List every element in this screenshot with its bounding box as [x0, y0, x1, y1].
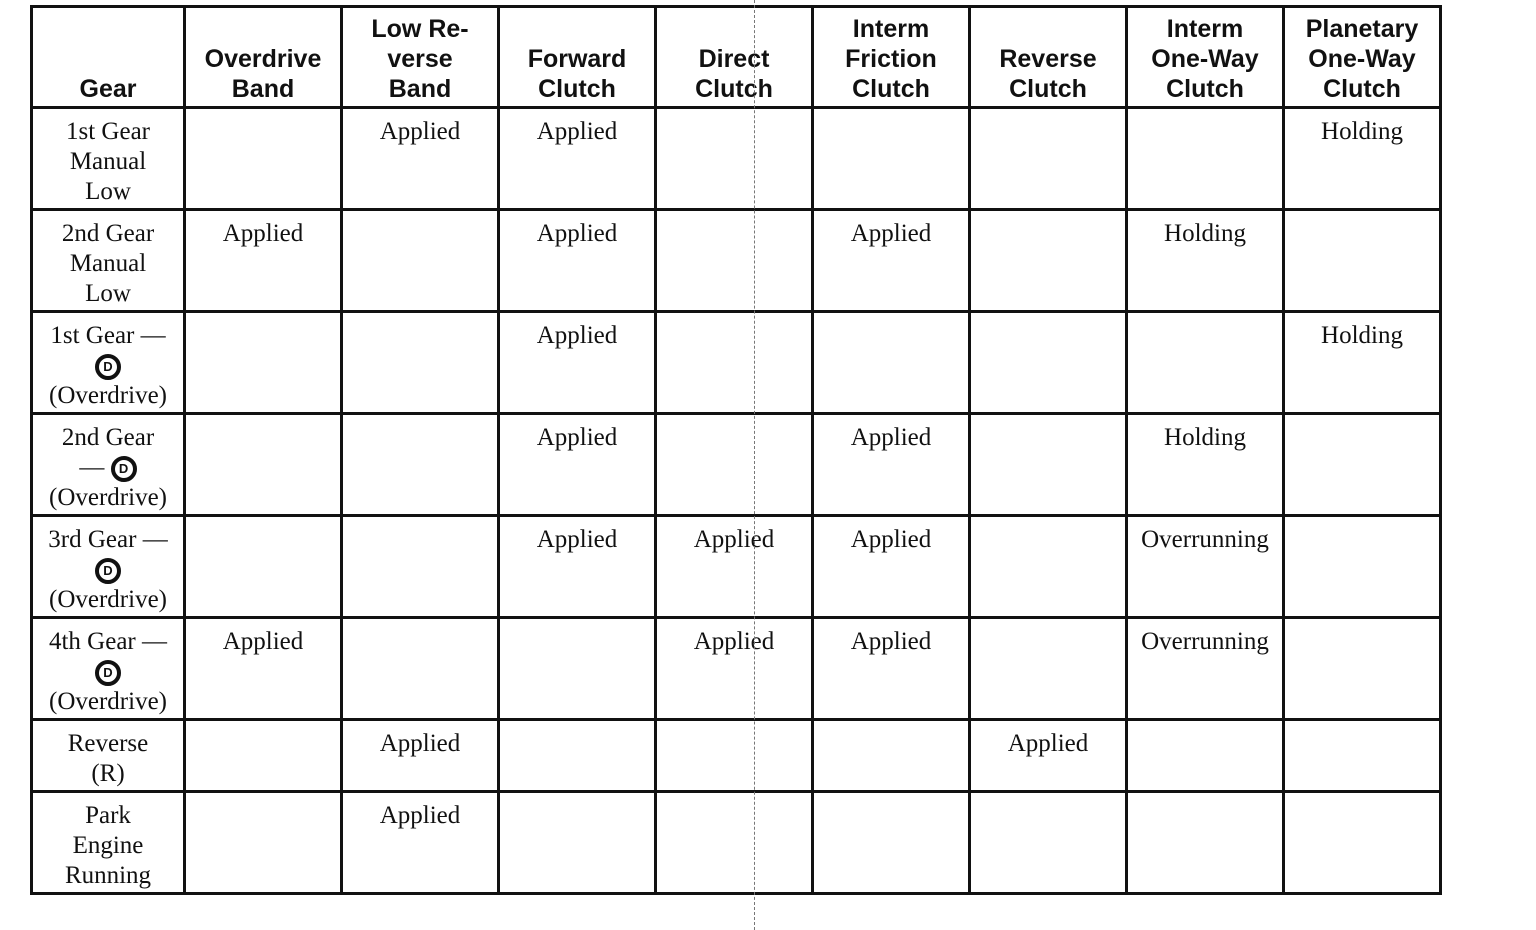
status-cell-planetary-one-way-clutch — [1284, 618, 1441, 720]
status-cell-forward-clutch: Applied — [499, 414, 656, 516]
status-cell-forward-clutch: Applied — [499, 516, 656, 618]
status-cell-forward-clutch: Applied — [499, 210, 656, 312]
status-cell-reverse-clutch — [970, 414, 1127, 516]
gear-label-text: 2nd Gear — [61, 220, 155, 247]
column-header-line: Clutch — [538, 75, 616, 103]
column-header-interm-one-way-clutch — [1127, 7, 1284, 108]
status-cell-low-reverse-band — [342, 516, 499, 618]
status-cell-interm-friction-clutch: Applied — [813, 210, 970, 312]
gear-label-text: 3rd Gear — — [48, 526, 168, 553]
gear-label-line — [33, 177, 183, 207]
gear-label-text: 2nd Gear — [61, 424, 155, 451]
status-cell-low-reverse-band: Applied — [342, 720, 499, 792]
column-header-line: Band — [231, 75, 295, 103]
status-cell-reverse-clutch — [970, 210, 1127, 312]
gear-label-text: — — [79, 454, 111, 481]
column-header-line: Planetary — [1305, 15, 1419, 43]
status-cell-low-reverse-band — [342, 312, 499, 414]
gear-cell — [32, 312, 185, 414]
status-cell-overdrive-band — [185, 108, 342, 210]
status-cell-direct-clutch — [656, 720, 813, 792]
status-cell-forward-clutch — [499, 618, 656, 720]
status-cell-direct-clutch — [656, 210, 813, 312]
table-row — [32, 720, 1441, 792]
status-cell-reverse-clutch — [970, 792, 1127, 894]
gear-label-text: Park — [85, 802, 131, 829]
gear-cell — [32, 414, 185, 516]
gear-cell — [32, 618, 185, 720]
status-cell-interm-one-way-clutch: Overrunning — [1127, 618, 1284, 720]
gear-label-text: (Overdrive) — [49, 586, 167, 613]
status-cell-direct-clutch — [656, 312, 813, 414]
gear-label-line — [33, 525, 183, 555]
column-header-line: Reverse — [999, 45, 1097, 73]
gear-cell — [32, 210, 185, 312]
status-cell-direct-clutch — [656, 792, 813, 894]
status-cell-interm-one-way-clutch — [1127, 720, 1284, 792]
status-cell-planetary-one-way-clutch — [1284, 210, 1441, 312]
gear-label-line — [33, 219, 183, 249]
status-cell-planetary-one-way-clutch — [1284, 720, 1441, 792]
gear-label-text: Reverse — [67, 730, 149, 757]
status-cell-forward-clutch — [499, 792, 656, 894]
status-cell-overdrive-band — [185, 720, 342, 792]
column-header-reverse-clutch — [970, 7, 1127, 108]
column-header-line: Clutch — [1323, 75, 1401, 103]
status-cell-overdrive-band: Applied — [185, 618, 342, 720]
status-cell-planetary-one-way-clutch: Holding — [1284, 108, 1441, 210]
column-header-forward-clutch — [499, 7, 656, 108]
gear-label-line — [33, 555, 183, 585]
status-cell-interm-one-way-clutch — [1127, 108, 1284, 210]
status-cell-direct-clutch: Applied — [656, 516, 813, 618]
status-cell-forward-clutch — [499, 720, 656, 792]
gear-label-line — [33, 147, 183, 177]
status-cell-interm-one-way-clutch: Overrunning — [1127, 516, 1284, 618]
gear-label-line — [33, 381, 183, 411]
column-header-line: Clutch — [1009, 75, 1087, 103]
status-cell-planetary-one-way-clutch — [1284, 414, 1441, 516]
status-cell-interm-friction-clutch — [813, 312, 970, 414]
status-cell-forward-clutch: Applied — [499, 108, 656, 210]
gear-label-text: Manual — [69, 250, 147, 277]
gear-label-line — [33, 687, 183, 717]
column-header-line: verse — [387, 45, 453, 73]
status-cell-interm-one-way-clutch: Holding — [1127, 210, 1284, 312]
table-row — [32, 108, 1441, 210]
status-cell-interm-one-way-clutch — [1127, 792, 1284, 894]
column-header-line: Clutch — [695, 75, 773, 103]
column-header-gear — [32, 7, 185, 108]
status-cell-reverse-clutch — [970, 108, 1127, 210]
gear-label-line — [33, 831, 183, 861]
column-header-line: Clutch — [1166, 75, 1244, 103]
status-cell-interm-friction-clutch — [813, 792, 970, 894]
gear-label-line — [33, 423, 183, 453]
gear-cell — [32, 108, 185, 210]
status-cell-planetary-one-way-clutch — [1284, 516, 1441, 618]
status-cell-reverse-clutch — [970, 516, 1127, 618]
status-cell-low-reverse-band — [342, 414, 499, 516]
status-cell-direct-clutch: Applied — [656, 618, 813, 720]
gear-label-text: Engine — [72, 832, 144, 859]
clutch-band-apply-chart — [30, 5, 1442, 895]
column-header-line: Interm — [852, 15, 930, 43]
column-header-line: One-Way — [1308, 45, 1416, 73]
gear-label-text: (Overdrive) — [49, 688, 167, 715]
column-header-line: Friction — [845, 45, 937, 73]
drive-circle-icon: D — [95, 354, 121, 380]
gear-label-line — [33, 627, 183, 657]
gear-label-line — [33, 279, 183, 309]
column-header-line: Gear — [79, 75, 137, 103]
column-header-line: Direct — [698, 45, 770, 73]
gear-label-line — [33, 321, 183, 351]
gear-label-line — [33, 117, 183, 147]
gear-label-text: 1st Gear — — [50, 322, 166, 349]
table-row — [32, 210, 1441, 312]
status-cell-overdrive-band: Applied — [185, 210, 342, 312]
status-cell-planetary-one-way-clutch — [1284, 792, 1441, 894]
status-cell-low-reverse-band — [342, 618, 499, 720]
gear-label-line — [33, 249, 183, 279]
gear-label-text: Manual — [69, 148, 147, 175]
gear-label-line — [33, 453, 183, 483]
status-cell-overdrive-band — [185, 792, 342, 894]
table-body — [32, 108, 1441, 894]
gear-label-line — [33, 351, 183, 381]
status-cell-overdrive-band — [185, 414, 342, 516]
status-cell-overdrive-band — [185, 516, 342, 618]
table-row — [32, 312, 1441, 414]
gear-label-text: (Overdrive) — [49, 484, 167, 511]
gear-cell — [32, 516, 185, 618]
column-header-line: Overdrive — [204, 45, 322, 73]
status-cell-interm-one-way-clutch: Holding — [1127, 414, 1284, 516]
column-header-line: One-Way — [1151, 45, 1259, 73]
column-header-line: Interm — [1166, 15, 1244, 43]
status-cell-overdrive-band — [185, 312, 342, 414]
status-cell-interm-one-way-clutch — [1127, 312, 1284, 414]
drive-circle-icon: D — [111, 456, 137, 482]
table-row — [32, 516, 1441, 618]
status-cell-low-reverse-band: Applied — [342, 108, 499, 210]
column-header-planetary-one-way-clutch — [1284, 7, 1441, 108]
gear-label-text: Low — [85, 178, 131, 205]
column-header-line: Forward — [527, 45, 627, 73]
status-cell-forward-clutch: Applied — [499, 312, 656, 414]
gear-label-text: 4th Gear — — [48, 628, 168, 655]
column-header-direct-clutch — [656, 7, 813, 108]
column-header-line: Clutch — [852, 75, 930, 103]
gear-label-text: 1st Gear — [66, 118, 150, 145]
scan-fold-line — [754, 0, 755, 930]
gear-cell — [32, 792, 185, 894]
gear-label-text: Running — [64, 862, 152, 889]
status-cell-interm-friction-clutch: Applied — [813, 618, 970, 720]
column-header-line: Low Re- — [371, 15, 469, 43]
status-cell-direct-clutch — [656, 414, 813, 516]
status-cell-interm-friction-clutch — [813, 720, 970, 792]
status-cell-direct-clutch — [656, 108, 813, 210]
column-header-line: Band — [388, 75, 452, 103]
status-cell-low-reverse-band: Applied — [342, 792, 499, 894]
status-cell-planetary-one-way-clutch: Holding — [1284, 312, 1441, 414]
table-row — [32, 618, 1441, 720]
drive-circle-icon: D — [95, 660, 121, 686]
gear-label-line — [33, 801, 183, 831]
gear-label-line — [33, 759, 183, 789]
gear-label-text: (Overdrive) — [49, 382, 167, 409]
gear-label-line — [33, 729, 183, 759]
table-row — [32, 792, 1441, 894]
table-row — [32, 414, 1441, 516]
column-header-low-reverse-band — [342, 7, 499, 108]
status-cell-low-reverse-band — [342, 210, 499, 312]
gear-label-line — [33, 585, 183, 615]
status-cell-reverse-clutch — [970, 312, 1127, 414]
status-cell-interm-friction-clutch — [813, 108, 970, 210]
drive-circle-icon: D — [95, 558, 121, 584]
gear-cell — [32, 720, 185, 792]
status-cell-reverse-clutch — [970, 618, 1127, 720]
status-cell-interm-friction-clutch: Applied — [813, 516, 970, 618]
column-header-overdrive-band — [185, 7, 342, 108]
gear-label-text: Low — [85, 280, 131, 307]
gear-label-text: (R) — [91, 760, 125, 787]
status-cell-reverse-clutch: Applied — [970, 720, 1127, 792]
gear-label-line — [33, 657, 183, 687]
header-row — [32, 7, 1441, 108]
column-header-interm-friction-clutch — [813, 7, 970, 108]
gear-label-line — [33, 861, 183, 891]
gear-label-line — [33, 483, 183, 513]
status-cell-interm-friction-clutch: Applied — [813, 414, 970, 516]
